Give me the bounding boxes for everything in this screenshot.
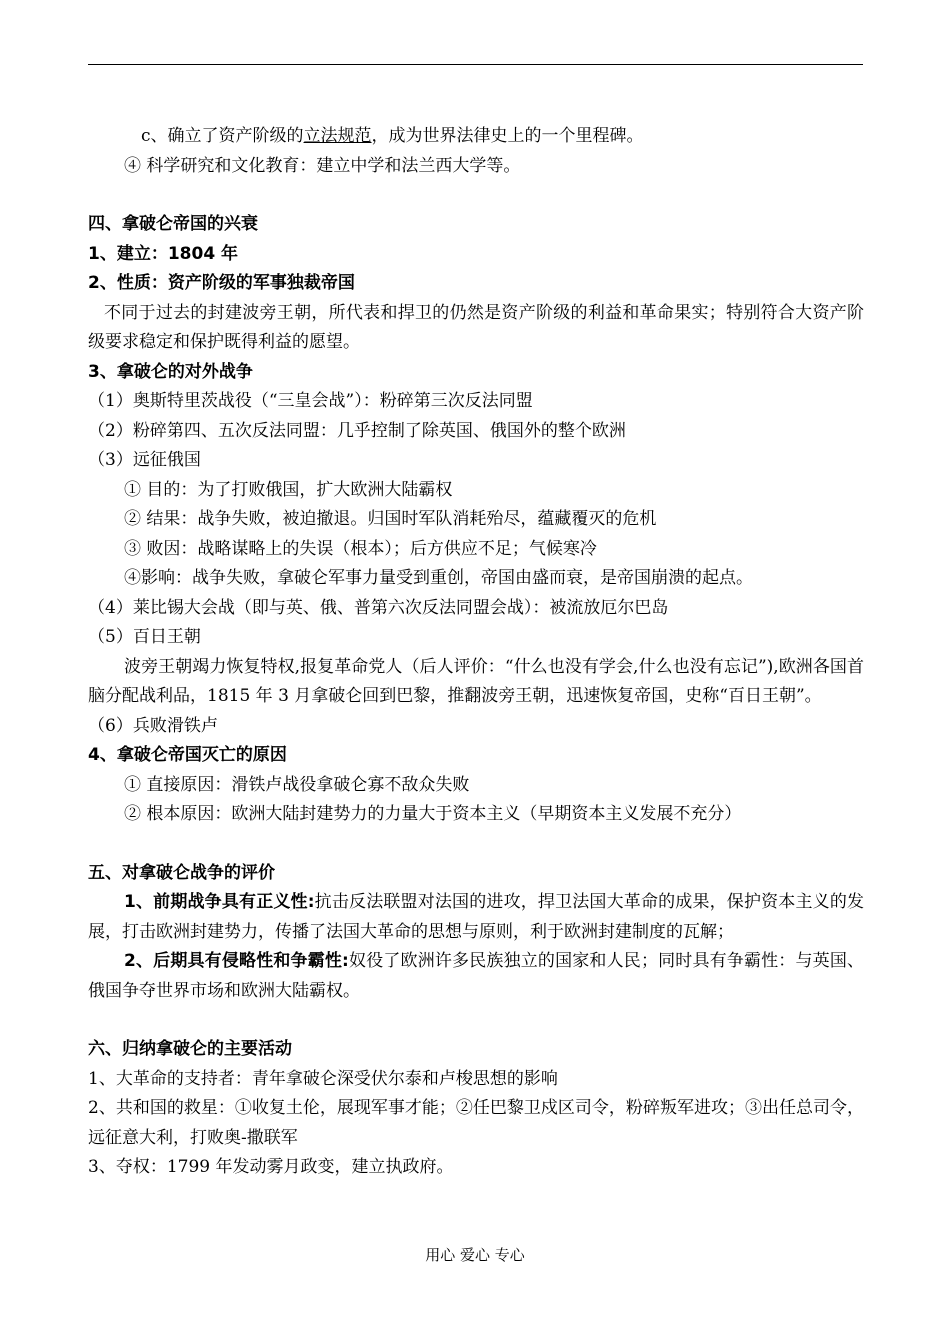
list-item: ③ 败因：战略谋略上的失误（根本）；后方供应不足；气候寒冷 [124,538,597,559]
subheading-fall-causes: 4、拿破仑帝国灭亡的原因 [88,745,287,765]
list-item: （6）兵败滑铁卢 [88,715,218,736]
list-item: ① 目的：为了打败俄国，扩大欧洲大陆霸权 [124,479,453,500]
list-item: ① 直接原因：滑铁卢战役拿破仑寡不敌众失败 [124,774,470,795]
list-item: （5）百日王朝 [88,627,201,647]
list-item: 3、夺权：1799 年发动雾月政变，建立执政府。 [88,1157,454,1177]
text: 抗击反法联盟对法国的进攻，捍卫法国大革命的成果，保护资本主义的发展，打击欧洲封建势力，传播了法国大革命的思想与原则，利于欧洲封建制度的瓦解； [88,892,864,942]
list-item: ② 根本原因：欧洲大陆封建势力的力量大于资本主义（早期资本主义发展不充分） [124,804,742,824]
underlined-text: 立法规范 [303,126,372,146]
line-legal-norm [88,122,864,152]
list-item: （4）莱比锡大会战（即与英、俄、普第六次反法同盟会战）：被流放厄尔巴岛 [88,597,669,618]
text: 奴役了欧洲许多民族独立的国家和人民；同时具有争霸性：与英国、俄国争夺世界市场和欧洲大陆霸权。 [88,951,864,1001]
section-heading-6: 六、归纳拿破仑的主要活动 [88,1039,292,1059]
section-heading-5: 五、对拿破仑战争的评价 [88,862,275,883]
paragraph-late-wars [88,947,864,1006]
paragraph-hundred-days: 波旁王朝竭力恢复特权,报复革命党人（后人评价：“什么也没有学会,什么也没有忘记”),欧洲各国首脑分配战利品，1815 年 3 月拿破仑回到巴黎，推翻波旁王朝，迅速恢复帝国，史称“百日王朝”。 [88,656,864,706]
header-rule [88,64,863,65]
spacer [88,1006,864,1035]
text: ，成为世界法律史上的一个里程碑。 [371,126,644,146]
text: c、确立了资产阶级的 [141,126,304,146]
subheading-wars: 3、拿破仑的对外战争 [88,361,253,382]
spacer [88,181,864,210]
list-item: （3）远征俄国 [88,450,201,470]
paragraph-early-wars [88,888,864,947]
list-item: （2）粉碎第四、五次反法同盟：几乎控制了除英国、俄国外的整个欧洲 [88,420,626,441]
list-item: 2、共和国的救星：①收复土伦，展现军事才能；②任巴黎卫戍区司令，粉碎叛军进攻；③出任总司令，远征意大利，打败奥-撒联军 [88,1098,864,1148]
paragraph-nature: 不同于过去的封建波旁王朝，所代表和捍卫的仍然是资产阶级的利益和革命果实；特别符合大资产阶级要求稳定和保护既得利益的愿望。 [88,302,864,352]
bold-lead: 1、前期战争具有正义性: [124,892,315,912]
list-item: ④影响：战争失败，拿破仑军事力量受到重创，帝国由盛而衰，是帝国崩溃的起点。 [124,568,753,588]
page-footer: 用心 爱心 专心 [425,1246,525,1264]
subheading-nature: 2、性质：资产阶级的军事独裁帝国 [88,273,355,293]
list-item: ② 结果：战争失败，被迫撤退。归国时军队消耗殆尽，蕴藏覆灭的危机 [124,509,657,529]
document-body [88,122,864,1183]
subheading-establish: 1、建立：1804 年 [88,243,239,264]
list-item: （1）奥斯特里茨战役（“三皇会战”）：粉碎第三次反法同盟 [88,391,533,411]
list-item: 1、大革命的支持者：青年拿破仑深受伏尔泰和卢梭思想的影响 [88,1068,558,1089]
bold-lead: 2、后期具有侵略性和争霸性: [124,951,349,971]
spacer [88,830,864,859]
line-education: ④ 科学研究和文化教育：建立中学和法兰西大学等。 [124,155,521,176]
section-heading-4: 四、拿破仑帝国的兴衰 [88,214,258,234]
